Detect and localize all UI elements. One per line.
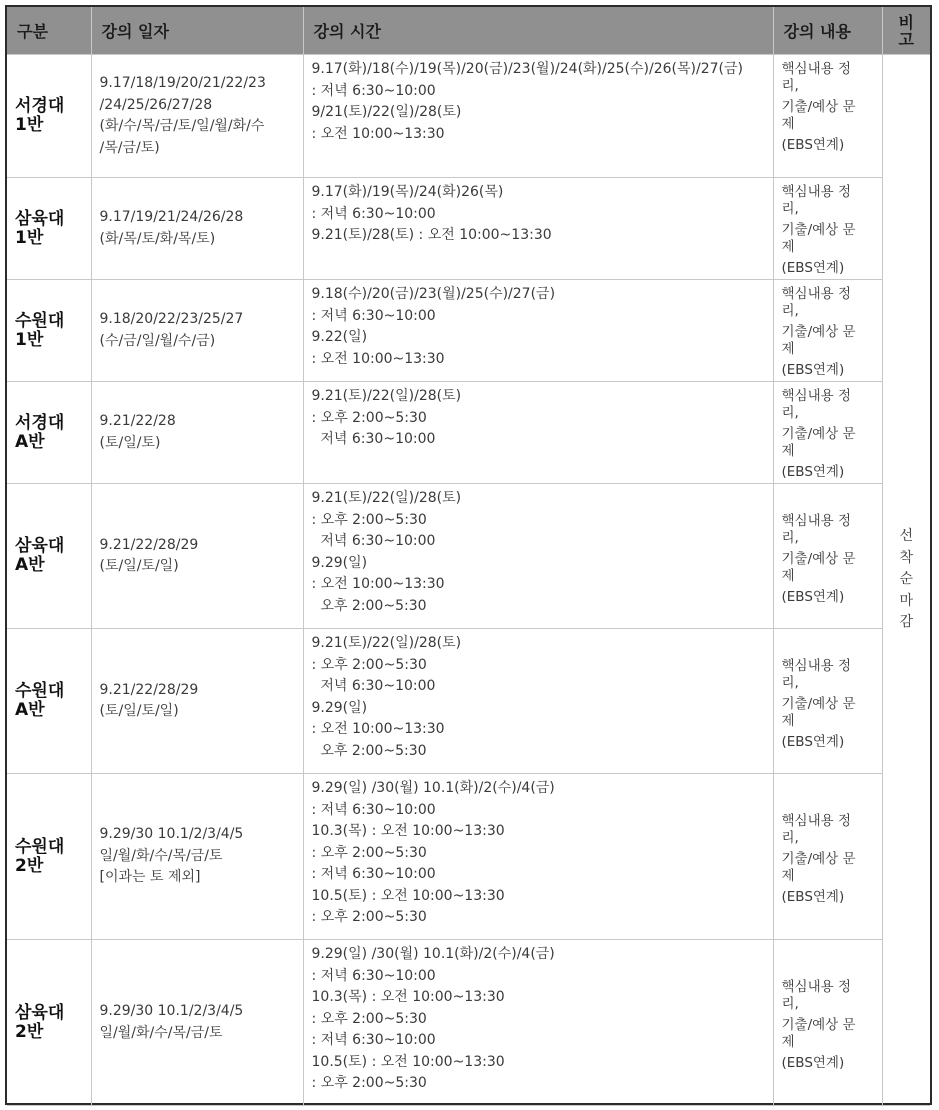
content-line: 핵심내용 정 xyxy=(781,61,851,77)
class-name xyxy=(7,382,91,484)
class-name xyxy=(7,774,91,940)
time-line: 10.3(목) : 오전 10:00~13:30 xyxy=(311,823,505,839)
content-line: (EBS연계) xyxy=(781,588,845,605)
content-line: 기출/예상 문 xyxy=(781,695,856,712)
content-line: (EBS연계) xyxy=(781,733,845,750)
class-name-line: 서경대 xyxy=(15,96,65,116)
date-line: 9.17/19/21/24/26/28 xyxy=(99,209,244,225)
date-line: 9.29/30 10.1/2/3/4/5 xyxy=(99,1003,244,1019)
date-line: 9.18/20/22/23/25/27 xyxy=(99,311,244,327)
lecture-content xyxy=(773,774,882,940)
content-line: 핵심내용 정 xyxy=(781,388,851,404)
content-line: (EBS연계) xyxy=(781,260,845,276)
lecture-dates xyxy=(91,55,303,178)
note-cell xyxy=(882,55,930,1106)
content-line: 제 xyxy=(781,239,795,255)
date-line: (토/일/토/일) xyxy=(99,558,179,574)
time-line: : 저녁 6:30~10:00 xyxy=(311,967,436,984)
time-line: : 오후 2:00~5:30 xyxy=(311,1010,427,1027)
lecture-times xyxy=(303,178,773,280)
time-line: : 오전 10:00~13:30 xyxy=(311,721,445,737)
lecture-content xyxy=(773,55,882,178)
time-line: : 저녁 6:30~10:00 xyxy=(311,1032,436,1048)
class-name-line: 수원대 xyxy=(15,310,65,331)
content-line: 리, xyxy=(781,674,799,691)
time-line: : 오전 10:00~13:30 xyxy=(311,350,445,367)
header-date: 강의 일자 xyxy=(91,7,303,55)
header-note-line1: 비 xyxy=(898,12,914,32)
date-line: /24/25/26/27/28 xyxy=(99,96,213,113)
note-vertical-text xyxy=(883,526,931,634)
date-line: 9.21/22/28 xyxy=(99,413,176,429)
content-line: 제 xyxy=(781,712,795,729)
content-line: 제 xyxy=(781,116,795,132)
time-line: 9.29(일) /30(월) 10.1(화)/2(수)/4(금) xyxy=(311,780,555,796)
class-name-line: 삼육대 xyxy=(15,1002,65,1023)
lecture-times xyxy=(303,382,773,484)
content-line: 핵심내용 정 xyxy=(781,979,851,995)
class-name xyxy=(7,484,91,629)
header-row xyxy=(7,7,930,55)
content-line: 기출/예상 문 xyxy=(781,851,856,867)
content-line: 기출/예상 문 xyxy=(781,426,856,442)
content-line: 핵심내용 정 xyxy=(781,657,851,674)
class-name xyxy=(7,280,91,382)
time-line: 9.21(토)/22(일)/28(토) xyxy=(311,388,462,404)
date-line: 9.29/30 10.1/2/3/4/5 xyxy=(99,826,244,843)
table-row xyxy=(7,484,930,629)
time-line: 9.21(토)/22(일)/28(토) xyxy=(311,635,462,651)
time-line: 9.21(토)/28(토) : 오전 10:00~13:30 xyxy=(311,227,552,243)
time-line: 9/21(토)/22(일)/28(토) xyxy=(311,104,462,120)
class-name-line: A반 xyxy=(15,555,45,575)
content-line: 리, xyxy=(781,405,799,421)
time-line: 오후 2:00~5:30 xyxy=(311,597,427,614)
class-name xyxy=(7,940,91,1106)
time-line: 오후 2:00~5:30 xyxy=(311,742,427,759)
date-line: 9.21/22/28/29 xyxy=(99,681,199,698)
date-line: (화/목/토/화/목/토) xyxy=(99,230,216,247)
lecture-content xyxy=(773,629,882,774)
time-line: 9.18(수)/20(금)/23(월)/25(수)/27(금) xyxy=(311,286,556,302)
date-line: 9.17/18/19/20/21/22/23 xyxy=(99,75,266,91)
time-line: 10.3(목) : 오전 10:00~13:30 xyxy=(311,989,505,1005)
content-line: (EBS연계) xyxy=(781,1055,845,1071)
date-line: 9.21/22/28/29 xyxy=(99,536,199,553)
content-line: 리, xyxy=(781,996,799,1012)
lecture-dates xyxy=(91,629,303,774)
content-line: (EBS연계) xyxy=(781,464,845,480)
time-line: 9.22(일) xyxy=(311,329,368,345)
class-name-line: 2반 xyxy=(15,855,44,876)
content-line: 제 xyxy=(781,868,795,884)
time-line: : 오후 2:00~5:30 xyxy=(311,656,427,673)
content-line: 기출/예상 문 xyxy=(781,99,856,115)
table-row xyxy=(7,280,930,382)
time-line: : 오전 10:00~13:30 xyxy=(311,125,445,142)
table-row xyxy=(7,940,930,1106)
schedule-table-frame xyxy=(5,5,932,1105)
time-line: : 오전 10:00~13:30 xyxy=(311,576,445,592)
class-name-line: 서경대 xyxy=(15,412,65,433)
time-line: 9.21(토)/22(일)/28(토) xyxy=(311,490,462,506)
time-line: : 오후 2:00~5:30 xyxy=(311,511,427,528)
note-char: 선 xyxy=(899,528,914,545)
content-line: 기출/예상 문 xyxy=(781,324,856,340)
time-line: 저녁 6:30~10:00 xyxy=(311,678,436,694)
header-time: 강의 시간 xyxy=(303,7,773,55)
lecture-times xyxy=(303,280,773,382)
date-line: (토/일/토/일) xyxy=(99,703,179,719)
header-content: 강의 내용 xyxy=(773,7,882,55)
time-line: 저녁 6:30~10:00 xyxy=(311,533,436,549)
class-name-line: 1반 xyxy=(15,227,44,248)
time-line: : 저녁 6:30~10:00 xyxy=(311,205,436,222)
time-line: 9.17(화)/18(수)/19(목)/20(금)/23(월)/24(화)/25(수)/26(목)/27(금) xyxy=(311,61,743,77)
lecture-content xyxy=(773,280,882,382)
time-line: : 오후 2:00~5:30 xyxy=(311,909,427,925)
time-line: : 오후 2:00~5:30 xyxy=(311,844,427,861)
date-line: (화/수/목/금/토/일/월/화/수 xyxy=(99,118,265,134)
note-char: 순 xyxy=(899,571,914,588)
content-line: (EBS연계) xyxy=(781,362,845,378)
time-line: 9.17(화)/19(목)/24(화)26(목) xyxy=(311,184,504,200)
content-line: 제 xyxy=(781,1034,795,1050)
lecture-times xyxy=(303,55,773,178)
content-line: 핵심내용 정 xyxy=(781,512,851,529)
content-line: (EBS연계) xyxy=(781,889,845,905)
time-line: : 저녁 6:30~10:00 xyxy=(311,82,436,99)
date-line: 일/월/화/수/목/금/토 xyxy=(99,847,223,864)
content-line: 리, xyxy=(781,78,799,94)
lecture-content xyxy=(773,178,882,280)
class-name-line: A반 xyxy=(15,431,45,452)
class-name-line: 2반 xyxy=(15,1021,44,1042)
time-line: 9.29(일) xyxy=(311,554,368,571)
class-name-line: 수원대 xyxy=(15,836,65,857)
class-name-line: A반 xyxy=(15,700,45,720)
lecture-times xyxy=(303,629,773,774)
time-line: 10.5(토) : 오전 10:00~13:30 xyxy=(311,1053,505,1070)
header-note-line2: 고 xyxy=(898,29,914,49)
class-name-line: 1반 xyxy=(15,115,44,135)
content-line: 제 xyxy=(781,567,795,584)
content-line: 제 xyxy=(781,443,795,459)
class-name-line: 삼육대 xyxy=(15,536,65,556)
time-line: : 저녁 6:30~10:00 xyxy=(311,866,436,882)
table-row xyxy=(7,55,930,178)
lecture-dates xyxy=(91,280,303,382)
content-line: 기출/예상 문 xyxy=(781,222,856,238)
note-char: 마 xyxy=(899,592,914,609)
content-line: 기출/예상 문 xyxy=(781,550,856,567)
lecture-content xyxy=(773,484,882,629)
time-line: 10.5(토) : 오전 10:00~13:30 xyxy=(311,887,505,904)
time-line: : 저녁 6:30~10:00 xyxy=(311,307,436,324)
content-line: 기출/예상 문 xyxy=(781,1017,856,1033)
lecture-content xyxy=(773,382,882,484)
date-line: (수/금/일/월/수/금) xyxy=(99,332,216,349)
table-row xyxy=(7,382,930,484)
class-name-line: 수원대 xyxy=(15,681,65,701)
date-line: 일/월/화/수/목/금/토 xyxy=(99,1024,223,1041)
date-line: (토/일/토) xyxy=(99,434,161,451)
class-name-line: 삼육대 xyxy=(15,208,65,229)
header-note xyxy=(882,7,930,55)
content-line: 리, xyxy=(781,201,799,217)
content-line: 리, xyxy=(781,303,799,319)
schedule-table xyxy=(7,7,930,1106)
lecture-dates xyxy=(91,382,303,484)
content-line: 리, xyxy=(781,529,799,546)
content-line: 리, xyxy=(781,830,799,846)
content-line: 제 xyxy=(781,341,795,357)
lecture-times xyxy=(303,774,773,940)
time-line: 저녁 6:30~10:00 xyxy=(311,431,436,447)
lecture-dates xyxy=(91,178,303,280)
note-char: 감 xyxy=(899,614,914,631)
time-line: 9.29(일) /30(월) 10.1(화)/2(수)/4(금) xyxy=(311,946,555,962)
time-line: : 저녁 6:30~10:00 xyxy=(311,801,436,818)
lecture-dates xyxy=(91,940,303,1106)
time-line: : 오후 2:00~5:30 xyxy=(311,1075,427,1091)
lecture-times xyxy=(303,484,773,629)
content-line: 핵심내용 정 xyxy=(781,813,851,829)
lecture-dates xyxy=(91,484,303,629)
class-name-line: 1반 xyxy=(15,329,44,350)
date-line: /목/금/토) xyxy=(99,139,160,156)
date-line: [이과는 토 제외] xyxy=(99,869,201,886)
lecture-times xyxy=(303,940,773,1106)
lecture-dates xyxy=(91,774,303,940)
class-name xyxy=(7,629,91,774)
class-name xyxy=(7,178,91,280)
content-line: 핵심내용 정 xyxy=(781,184,851,200)
header-category: 구분 xyxy=(7,7,91,55)
table-row xyxy=(7,178,930,280)
lecture-content xyxy=(773,940,882,1106)
content-line: 핵심내용 정 xyxy=(781,286,851,302)
content-line: (EBS연계) xyxy=(781,137,845,153)
table-row xyxy=(7,629,930,774)
table-row xyxy=(7,774,930,940)
time-line: 9.29(일) xyxy=(311,699,368,716)
class-name xyxy=(7,55,91,178)
note-char: 착 xyxy=(899,549,914,566)
time-line: : 오후 2:00~5:30 xyxy=(311,409,427,426)
